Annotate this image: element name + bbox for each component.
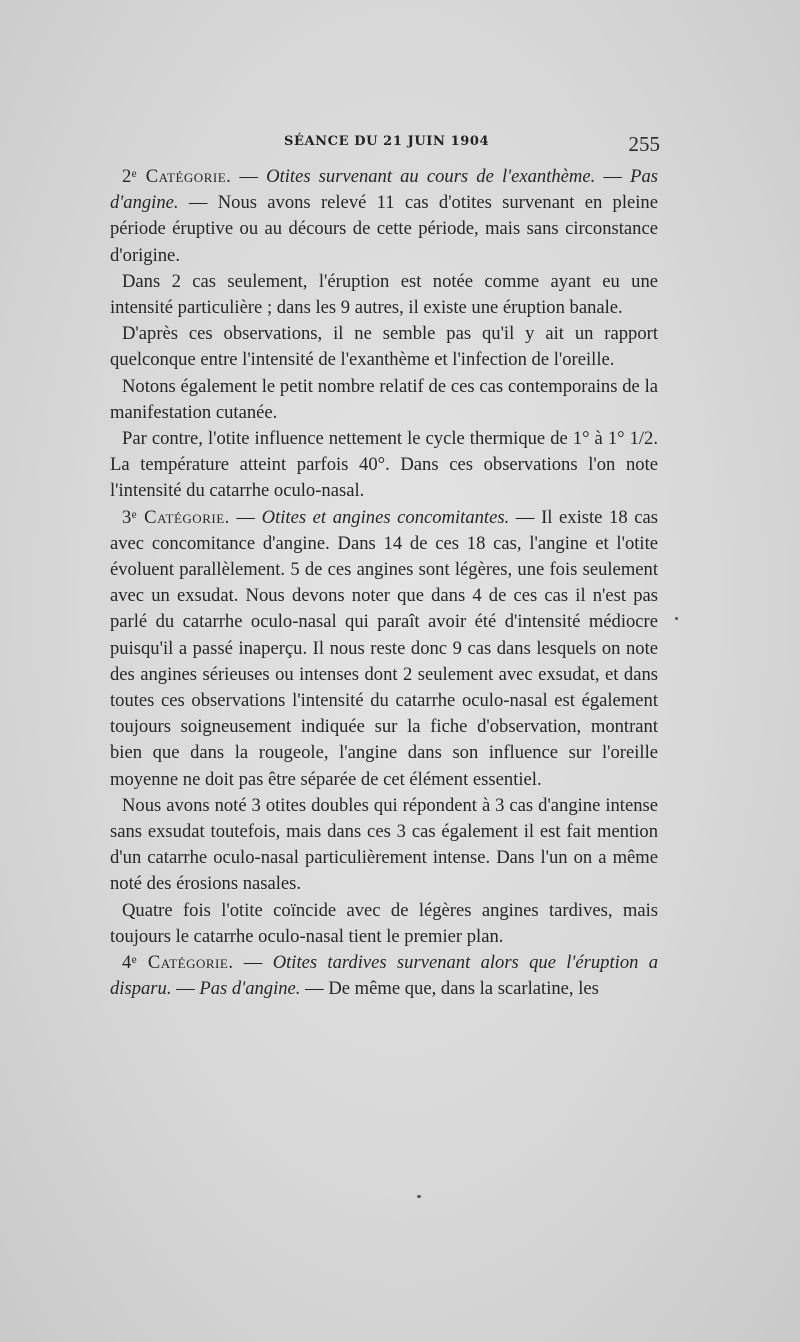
- paragraph-text: — De même que, dans la scarlatine, les: [300, 978, 599, 1000]
- dash: —: [231, 166, 267, 187]
- paper-speck: [417, 1195, 421, 1198]
- dash: —: [171, 978, 200, 1000]
- paragraph-category-2: [110, 164, 658, 269]
- category-subtitle: Pas d'angine.: [110, 166, 658, 214]
- paragraph: Dans 2 cas seulement, l'éruption est notée comme ayant eu une intensité particulière ; dans les 9 autres, il existe une éruption banale.: [110, 270, 658, 319]
- paragraph: Par contre, l'otite influence nettement le cycle thermique de 1° à 1° 1/2. La température atteint parfois 40°. Dans ces observations l'on note l'intensité du catarrhe oculo-nasal.: [110, 428, 658, 502]
- paragraph: Notons également le petit nombre relatif de ces cas contemporains de la manifestation cutanée.: [110, 375, 658, 423]
- paragraph-category-4: [110, 950, 658, 1002]
- category-title: Otites tardives survenant alors que l'éruption a disparu.: [110, 952, 659, 1000]
- category-title: Otites survenant au cours de l'exanthème.: [266, 166, 596, 187]
- category-heading: 2ᵉ Catégorie.: [122, 166, 232, 187]
- page-header: [110, 130, 658, 160]
- paragraph: Quatre fois l'otite coïncide avec de légères angines tardives, mais toujours le catarrhe oculo-nasal tient le premier plan.: [110, 899, 658, 947]
- paragraph-text: — Il existe 18 cas avec concomitance d'angine. Dans 14 de ces 18 cas, l'angine et l'otite évoluent parallèlement. 5 de ces angines sont légères, une fois seulement avec un exsudat. Nous devons noter que dans 4 de ces cas il n'est pas parlé du catarrhe oculo-nasal qui paraît avoir été d'intensité médiocre puisqu'il a passé inaperçu. Il nous reste donc 9 cas dans lesquels on note des angines sérieuses ou intenses dont 2 seulement avec exsudat, et dans toutes ces observations l'intensité du catarrhe oculo-nasal est également toujours soigneusement indiquée sur la fiche d'observation, montrant bien que dans la rougeole, l'angine dans son influence sur l'oreille moyenne ne doit pas être séparée de cet élément essentiel.: [110, 506, 658, 790]
- category-heading: 4ᵉ Catégorie.: [122, 952, 234, 974]
- paragraph-text: — Nous avons relevé 11 cas d'otites survenant en pleine période éruptive ou au décours de cette période, mais sans circonstance d'origine.: [110, 192, 658, 266]
- paragraph: D'après ces observations, il ne semble pas qu'il y ait un rapport quelconque entre l'intensité de l'exanthème et l'infection de l'oreille.: [110, 323, 658, 371]
- category-subtitle: Pas d'angine.: [199, 978, 301, 1000]
- paragraph-category-3: [110, 505, 658, 793]
- body-text: [110, 164, 658, 1003]
- book-page: [110, 130, 658, 1003]
- dash: —: [233, 952, 273, 974]
- category-heading: 3ᵉ Catégorie.: [122, 506, 230, 528]
- dash: —: [595, 166, 631, 187]
- dash: —: [229, 506, 262, 528]
- running-head: SÉANCE DU 21 JUIN 1904: [284, 134, 490, 149]
- paragraph: Nous avons noté 3 otites doubles qui répondent à 3 cas d'angine intense sans exsudat toutefois, mais dans ces 3 cas également il est fait mention d'un catarrhe oculo-nasal particulièrement intense. Dans l'un on a même noté des érosions nasales.: [110, 794, 658, 895]
- page-number: 255: [628, 132, 660, 156]
- category-title: Otites et angines concomitantes.: [261, 506, 510, 528]
- paper-speck: [675, 617, 678, 620]
